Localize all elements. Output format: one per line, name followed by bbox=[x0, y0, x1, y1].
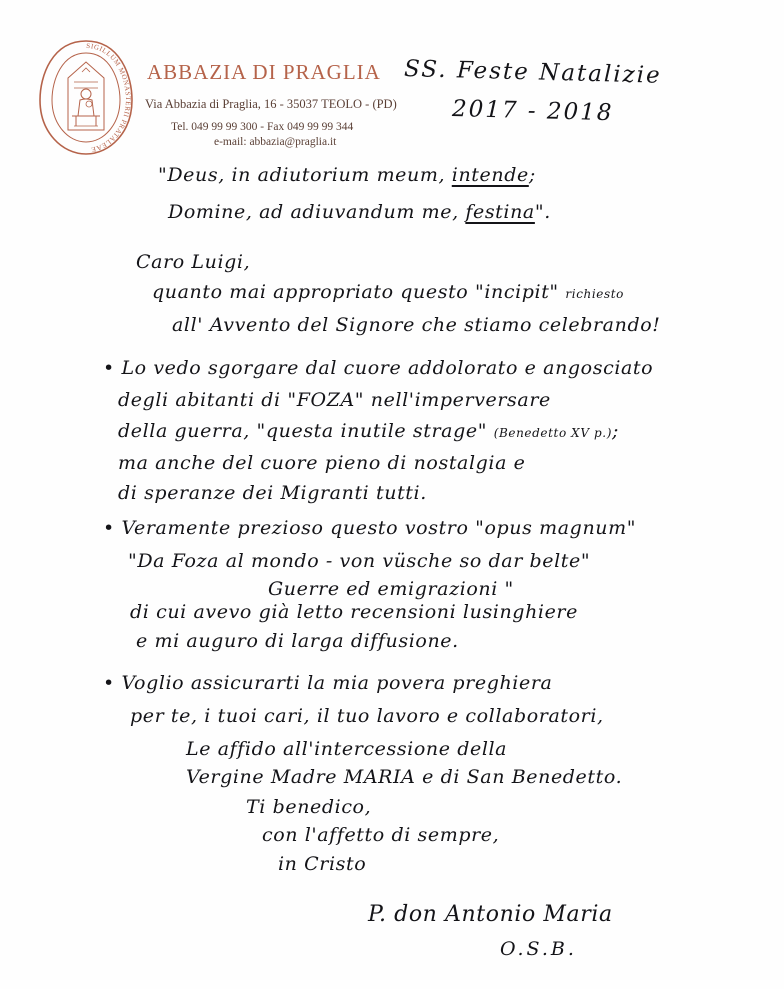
bullet-1-line-1: • Lo vedo sgorgare dal cuore addolorato e angosciato bbox=[103, 357, 654, 379]
signature: P. don Antonio Maria bbox=[368, 902, 613, 927]
note-benedetto: (Benedetto XV p.) bbox=[493, 426, 612, 440]
closing-line-3: in Cristo bbox=[278, 853, 367, 875]
quote-intende: intende bbox=[451, 164, 529, 186]
note-richiesto: richiesto bbox=[565, 287, 624, 301]
quote-line-2: Domine, ad adiuvandum me, festina". bbox=[168, 201, 551, 223]
bullet-2-line-5: e mi auguro di larga diffusione. bbox=[136, 630, 459, 652]
bullet-2-line-3: Guerre ed emigrazioni " bbox=[268, 578, 514, 600]
closing-line-1: Ti benedico, bbox=[246, 796, 372, 818]
bullet-3-line-4: Vergine Madre MARIA e di San Benedetto. bbox=[186, 766, 623, 788]
abbey-seal-icon bbox=[38, 38, 134, 156]
abbey-phone: Tel. 049 99 99 300 - Fax 049 99 99 344 bbox=[171, 121, 354, 133]
quote-line-1: "Deus, in adiutorium meum, intende; bbox=[158, 164, 536, 186]
bullet-3-line-1: • Voglio assicurarti la mia povera preghiera bbox=[103, 672, 553, 694]
letter-title: SS. Feste Natalizie bbox=[403, 56, 663, 89]
abbey-email: e-mail: abbazia@praglia.it bbox=[214, 136, 337, 148]
quote-festina: festina bbox=[465, 201, 535, 223]
bullet-3-line-2: per te, i tuoi cari, il tuo lavoro e collaboratori, bbox=[130, 705, 604, 727]
bullet-1-line-5: di speranze dei Migranti tutti. bbox=[118, 482, 427, 504]
abbey-address: Via Abbazia di Praglia, 16 - 35037 TEOLO - (PD) bbox=[145, 97, 397, 111]
bullet-2-line-2: "Da Foza al mondo - von vüsche so dar belte" bbox=[128, 550, 591, 572]
bullet-2-line-4: di cui avevo già letto recensioni lusinghiere bbox=[130, 601, 578, 623]
bullet-1-line-2: degli abitanti di "FOZA" nell'imperversare bbox=[118, 389, 551, 411]
bullet-3-line-3: Le affido all'intercessione della bbox=[186, 738, 508, 760]
paragraph-1-line-1: quanto mai appropriato questo "incipit" richiesto bbox=[152, 281, 624, 303]
letter-year: 2017 - 2018 bbox=[451, 96, 614, 127]
salutation: Caro Luigi, bbox=[136, 251, 251, 273]
closing-line-2: con l'affetto di sempre, bbox=[262, 824, 500, 846]
bullet-2-line-1: • Veramente prezioso questo vostro "opus magnum" bbox=[103, 517, 637, 539]
abbey-name: ABBAZIA DI PRAGLIA bbox=[147, 60, 381, 84]
bullet-1-line-4: ma anche del cuore pieno di nostalgia e bbox=[118, 452, 526, 474]
signature-order: O.S.B. bbox=[500, 938, 577, 960]
seal-inscription: SIGILLUM MONASTERII PRATALEAE bbox=[85, 41, 133, 154]
paragraph-1-line-2: all' Avvento del Signore che stiamo celebrando! bbox=[172, 314, 661, 336]
bullet-1-line-3: della guerra, "questa inutile strage" (Benedetto XV p.); bbox=[118, 420, 620, 442]
svg-text:SIGILLUM MONASTERII PRATALEAE bbox=[86, 42, 132, 154]
